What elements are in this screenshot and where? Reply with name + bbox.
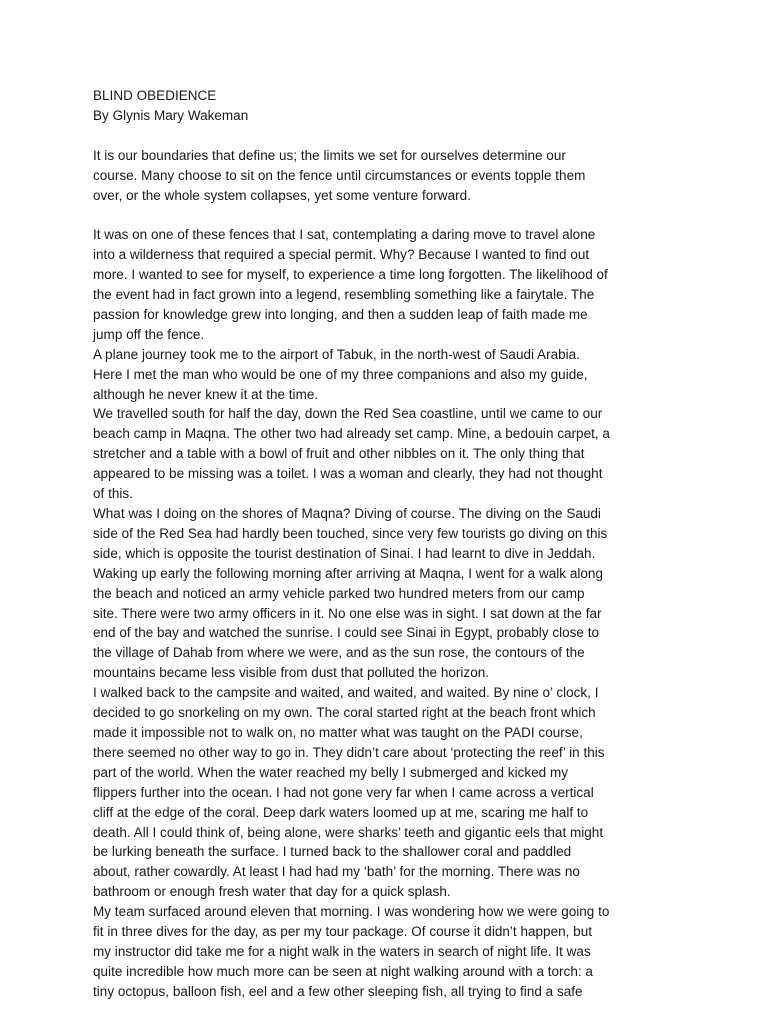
text-line: flippers further into the ocean. I had not gone very far when I came across a vertical: [93, 784, 594, 800]
text-line: cliff at the edge of the coral. Deep dark waters loomed up at me, scaring me half to: [93, 804, 589, 820]
spacer: [93, 126, 675, 146]
text-line: of this.: [93, 486, 133, 502]
paragraph-3: [93, 345, 675, 405]
text-line: side, which is opposite the tourist destination of Sinai. I had learnt to dive in Jeddah.: [93, 545, 596, 561]
document-page: [93, 86, 675, 1002]
text-line: about, rather cowardly. At least I had had my ‘bath’ for the morning. There was no: [93, 864, 580, 880]
text-line: It was on one of these fences that I sat, contemplating a daring move to travel alone: [93, 227, 596, 243]
paragraph-4: [93, 404, 675, 504]
text-line: bathroom or enough fresh water that day for a quick splash.: [93, 884, 451, 900]
paragraph-5: [93, 504, 675, 564]
paragraph-1: [93, 146, 675, 206]
paragraph-2: [93, 225, 675, 344]
text-line: my instructor did take me for a night walk in the waters in search of night life. It was: [93, 943, 591, 959]
text-line: stretcher and a table with a bowl of fruit and other nibbles on it. The only thing that: [93, 446, 585, 462]
document-title: BLIND OBEDIENCE: [93, 88, 217, 103]
text-line: the event had in fact grown into a legend, resembling something like a fairytale. The: [93, 287, 595, 303]
text-line: fit in three dives for the day, as per my tour package. Of course it didn’t happen, but: [93, 924, 593, 940]
paragraph-6: [93, 564, 675, 683]
text-line: It is our boundaries that define us; the limits we set for ourselves determine our: [93, 147, 566, 163]
text-line: tiny octopus, balloon fish, eel and a few other sleeping fish, all trying to find a safe: [93, 983, 583, 999]
text-line: mountains became less visible from dust that polluted the horizon.: [93, 665, 490, 681]
document-byline: By Glynis Mary Wakeman: [93, 107, 249, 123]
text-line: We travelled south for half the day, down the Red Sea coastline, until we came to our: [93, 406, 603, 422]
text-line: into a wilderness that required a special permit. Why? Because I wanted to find out: [93, 247, 590, 263]
text-line: part of the world. When the water reached my belly I submerged and kicked my: [93, 764, 568, 780]
text-line: jump off the fence.: [93, 326, 205, 342]
text-line: appeared to be missing was a toilet. I was a woman and clearly, they had not thought: [93, 466, 603, 482]
text-line: death. All I could think of, being alone, were sharks’ teeth and gigantic eels that might: [93, 824, 604, 840]
text-line: Here I met the man who would be one of my three companions and also my guide,: [93, 366, 588, 382]
text-line: decided to go snorkeling on my own. The coral started right at the beach front which: [93, 705, 596, 721]
text-line: the beach and noticed an army vehicle parked two hundred meters from our camp: [93, 585, 585, 601]
text-line: My team surfaced around eleven that morning. I was wondering how we were going to: [93, 904, 610, 920]
text-line: quite incredible how much more can be seen at night walking around with a torch: a: [93, 963, 593, 979]
text-line: there seemed no other way to go in. They didn’t care about ‘protecting the reef’ in this: [93, 744, 605, 760]
text-line: be lurking beneath the surface. I turned back to the shallower coral and paddled: [93, 844, 572, 860]
paragraph-7: [93, 683, 675, 902]
text-line: course. Many choose to sit on the fence until circumstances or events topple them: [93, 167, 586, 183]
text-line: made it impossible not to walk on, no matter what was taught on the PADI course,: [93, 724, 583, 740]
text-line: beach camp in Maqna. The other two had already set camp. Mine, a bedouin carpet, a: [93, 426, 610, 442]
text-line: end of the bay and watched the sunrise. I could see Sinai in Egypt, probably close to: [93, 625, 600, 641]
text-line: side of the Red Sea had hardly been touched, since very few tourists go diving on this: [93, 525, 608, 541]
text-line: over, or the whole system collapses, yet some venture forward.: [93, 187, 471, 203]
paragraph-8: [93, 902, 675, 1002]
text-line: although he never knew it at the time.: [93, 386, 319, 402]
spacer: [93, 205, 675, 225]
text-line: I walked back to the campsite and waited, and waited, and waited. By nine o’ clock, I: [93, 685, 599, 701]
text-line: site. There were two army officers in it. No one else was in sight. I sat down at the far: [93, 605, 602, 621]
text-line: A plane journey took me to the airport of Tabuk, in the north-west of Saudi Arabia.: [93, 346, 580, 362]
text-line: What was I doing on the shores of Maqna? Diving of course. The diving on the Saudi: [93, 506, 601, 521]
text-line: the village of Dahab from where we were, and as the sun rose, the contours of the: [93, 645, 585, 661]
text-line: passion for knowledge grew into longing, and then a sudden leap of faith made me: [93, 306, 588, 322]
text-line: more. I wanted to see for myself, to experience a time long forgotten. The likelihood of: [93, 267, 608, 283]
text-line: Waking up early the following morning after arriving at Maqna, I went for a walk along: [93, 565, 603, 581]
